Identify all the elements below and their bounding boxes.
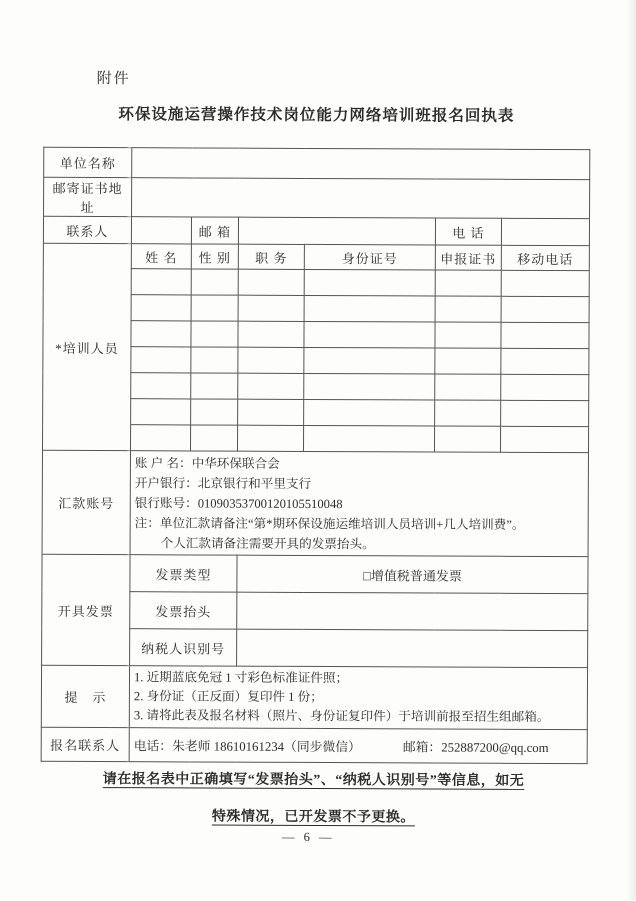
registration-contact-info <box>129 728 587 764</box>
unit-name-label: 单位名称 <box>44 147 132 177</box>
tip-2: 2. 身份证（正反面）复印件 1 份； <box>133 689 323 705</box>
remittance-account-name: 账 户 名：中华环保联合会 <box>134 455 280 471</box>
contact-label: 联系人 <box>43 216 131 243</box>
invoice-label: 开具发票 <box>42 554 130 665</box>
contact-value-cell <box>131 217 191 244</box>
tip-1: 1. 近期蓝底免冠 1 寸彩色标准证件照； <box>133 670 349 686</box>
registration-contact-email: 邮箱：252887200@qq.com <box>402 740 549 756</box>
tips-label: 提 示 <box>41 665 129 727</box>
remittance-details <box>130 451 588 557</box>
invoice-type-label: 发票类型 <box>130 555 237 592</box>
col-mobile: 移动电话 <box>501 245 589 270</box>
registration-contact-phone: 电话：朱老师 18610161234（同步微信） <box>133 739 361 755</box>
col-position: 职 务 <box>238 244 304 269</box>
invoice-title-value-cell <box>237 592 588 631</box>
mailing-address-value-cell <box>132 178 590 219</box>
remittance-note-1: 注：单位汇款请备注“第*期环保设施运维培训人员培训+几人培训费”。 <box>134 515 525 532</box>
col-certificate: 申报证书 <box>435 245 501 270</box>
page-number: — 6 — <box>282 829 335 845</box>
phone-value-cell <box>501 218 589 245</box>
email-label: 邮 箱 <box>191 217 238 244</box>
remittance-row <box>42 450 588 556</box>
unit-name-value-cell <box>132 148 590 180</box>
trainees-label: *培训人员 <box>42 243 131 450</box>
registration-form-table <box>41 147 591 764</box>
taxpayer-id-label: 纳税人识别号 <box>130 629 237 666</box>
contact-row <box>43 216 589 245</box>
col-gender: 性 别 <box>191 244 238 269</box>
taxpayer-id-value-cell <box>237 629 588 668</box>
form-title: 环保设施运营操作技术岗位能力网络培训班报名回执表 <box>118 106 515 125</box>
remittance-bank: 开户银行：北京银行和平里支行 <box>134 475 312 491</box>
registration-contact-label: 报名联系人 <box>41 727 129 761</box>
mailing-address-row <box>44 177 590 218</box>
remittance-label: 汇款账号 <box>42 450 130 554</box>
invoice-type-row <box>42 554 588 593</box>
trainee-header-row <box>43 243 589 270</box>
footer-note-line1: 请在报名表中正确填写“发票抬头”、“纳税人识别号”等信息，如无 <box>102 772 525 789</box>
tips-content <box>129 666 587 730</box>
remittance-note-2: 个人汇款请备注需要开具的发票抬头。 <box>160 535 375 551</box>
phone-label: 电 话 <box>435 218 501 245</box>
mailing-address-label: 邮寄证书地址 <box>44 177 132 216</box>
col-name: 姓 名 <box>131 244 191 269</box>
attachment-label: 附件 <box>96 71 131 88</box>
invoice-type-value: □增值税普通发票 <box>237 555 588 594</box>
registration-contact-row <box>41 727 587 763</box>
footer-note-line2: 特殊情况，已开发票不予更换。 <box>211 809 415 826</box>
email-value-cell <box>238 217 435 245</box>
remittance-account-number: 银行账号：01090353700120105510048 <box>134 495 343 511</box>
tip-3: 3. 请将此表及报名材料（照片、身份证复印件）于培训前报至招生组邮箱。 <box>133 708 550 725</box>
unit-name-row <box>44 147 590 179</box>
footer-note <box>40 761 586 837</box>
col-id-number: 身份证号 <box>304 244 435 270</box>
invoice-title-label: 发票抬头 <box>130 592 237 629</box>
tips-row <box>41 665 587 729</box>
